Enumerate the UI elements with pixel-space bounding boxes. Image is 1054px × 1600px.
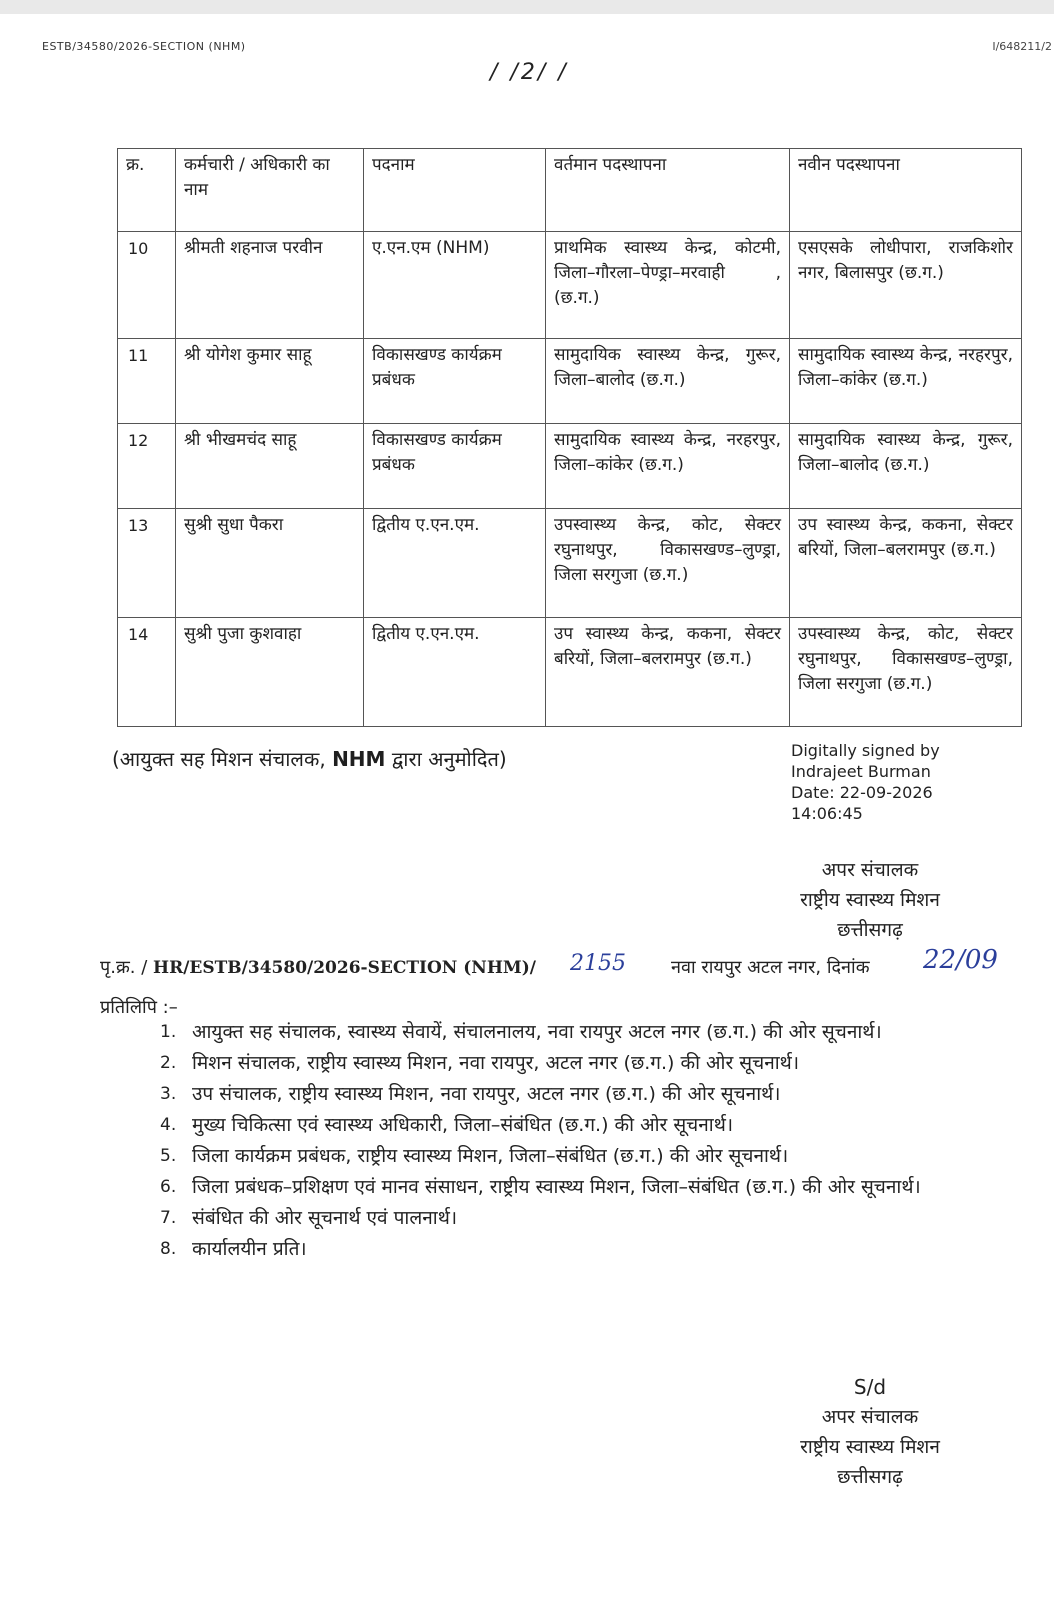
- table-row: [118, 424, 1022, 509]
- list-text: जिला प्रबंधक–प्रशिक्षण एवं मानव संसाधन, राष्ट्रीय स्वास्थ्य मिशन, जिला–संबंधित (छ.ग.) की ओर सूचनार्थ।: [192, 1176, 921, 1198]
- approval-suffix: द्वारा अनुमोदित): [391, 747, 507, 771]
- serial-cell: 13: [118, 509, 176, 618]
- signatory-state: छत्तीसगढ़: [837, 1466, 903, 1488]
- current-posting-cell: उपस्वास्थ्य केन्द्र, कोट, सेक्टर रघुनाथपुर, विकासखण्ड–लुण्ड्रा, जिला सरगुजा (छ.ग.): [546, 509, 790, 618]
- designation-cell: विकासखण्ड कार्यक्रम प्रबंधक: [364, 424, 546, 509]
- digital-signature-line: 14:06:45: [791, 804, 863, 823]
- list-number: 5.: [160, 1146, 177, 1166]
- endorsement-prefix: पृ.क्र. /: [100, 957, 148, 978]
- new-posting-cell: उप स्वास्थ्य केन्द्र, ककना, सेक्टर बरियों, जिला–बलरामपुर (छ.ग.): [790, 509, 1022, 618]
- signatory-block-top: [740, 855, 1000, 945]
- page-number: / /2/ /: [490, 60, 569, 85]
- list-number: 1.: [160, 1022, 177, 1042]
- signatory-block-bottom: [740, 1372, 1000, 1492]
- table-row: [118, 618, 1022, 727]
- list-text: जिला कार्यक्रम प्रबंधक, राष्ट्रीय स्वास्थ्य मिशन, जिला–संबंधित (छ.ग.) की ओर सूचनार्थ।: [192, 1145, 789, 1167]
- list-number: 4.: [160, 1115, 177, 1135]
- current-posting-cell: उप स्वास्थ्य केन्द्र, ककना, सेक्टर बरियों, जिला–बलरामपुर (छ.ग.): [546, 618, 790, 727]
- serial-cell: 10: [118, 232, 176, 339]
- serial-cell: 11: [118, 339, 176, 424]
- list-item: [160, 1235, 990, 1264]
- signatory-state: छत्तीसगढ़: [837, 919, 903, 941]
- sd-mark: S/d: [853, 1375, 887, 1399]
- signatory-department: राष्ट्रीय स्वास्थ्य मिशन: [800, 889, 940, 911]
- list-item: [160, 1049, 990, 1078]
- name-cell: श्री योगेश कुमार साहू: [176, 339, 364, 424]
- list-text: आयुक्त सह संचालक, स्वास्थ्य सेवायें, संचालनालय, नवा रायपुर अटल नगर (छ.ग.) की ओर सूचनार्थ।: [192, 1021, 882, 1043]
- current-posting-cell: प्राथमिक स्वास्थ्य केन्द्र, कोटमी, जिला–गौरला–पेण्ड्रा–मरवाही , (छ.ग.): [546, 232, 790, 339]
- designation-cell: द्वितीय ए.एन.एम.: [364, 509, 546, 618]
- endorsement-place: नवा रायपुर अटल नगर, दिनांक: [671, 957, 870, 978]
- approval-prefix: (आयुक्त सह मिशन संचालक,: [112, 747, 326, 771]
- list-text: संबंधित की ओर सूचनार्थ एवं पालनार्थ।: [192, 1207, 458, 1229]
- name-cell: सुश्री पुजा कुशवाहा: [176, 618, 364, 727]
- current-posting-cell: सामुदायिक स्वास्थ्य केन्द्र, नरहरपुर, जिला–कांकेर (छ.ग.): [546, 424, 790, 509]
- handwritten-date: 22/09: [923, 945, 998, 975]
- digital-signature: [791, 740, 940, 824]
- new-posting-cell: सामुदायिक स्वास्थ्य केन्द्र, गुरूर, जिला–बालोद (छ.ग.): [790, 424, 1022, 509]
- new-posting-cell: एसएसके लोधीपारा, राजकिशोर नगर, बिलासपुर (छ.ग.): [790, 232, 1022, 339]
- name-cell: श्रीमती शहनाज परवीन: [176, 232, 364, 339]
- designation-cell: ए.एन.एम (NHM): [364, 232, 546, 339]
- column-header: नवीन पदस्थापना: [790, 149, 1022, 232]
- reference-number: ESTB/34580/2026-SECTION (NHM): [42, 40, 246, 53]
- column-header: क्र.: [118, 149, 176, 232]
- table-row: [118, 509, 1022, 618]
- signatory-designation: अपर संचालक: [821, 1406, 919, 1428]
- list-item: [160, 1173, 990, 1202]
- column-header: पदनाम: [364, 149, 546, 232]
- digital-signature-line: Indrajeet Burman: [791, 762, 931, 781]
- list-text: उप संचालक, राष्ट्रीय स्वास्थ्य मिशन, नवा रायपुर, अटल नगर (छ.ग.) की ओर सूचनार्थ।: [192, 1083, 781, 1105]
- table-row: [118, 232, 1022, 339]
- approval-note: [112, 745, 507, 772]
- handwritten-dispatch-number: 2155: [570, 951, 626, 976]
- copy-list: [160, 1018, 990, 1266]
- serial-cell: 12: [118, 424, 176, 509]
- signatory-designation: अपर संचालक: [821, 859, 919, 881]
- inward-number: I/648211/2: [992, 40, 1052, 53]
- list-item: [160, 1204, 990, 1233]
- list-item: [160, 1018, 990, 1047]
- copy-label: प्रतिलिपि :–: [100, 997, 178, 1018]
- column-header: कर्मचारी / अधिकारी का नाम: [176, 149, 364, 232]
- digital-signature-line: Date: 22-09-2026: [791, 783, 933, 802]
- list-text: मिशन संचालक, राष्ट्रीय स्वास्थ्य मिशन, नवा रायपुर, अटल नगर (छ.ग.) की ओर सूचनार्थ।: [192, 1052, 800, 1074]
- digital-signature-line: Digitally signed by: [791, 741, 940, 760]
- current-posting-cell: सामुदायिक स्वास्थ्य केन्द्र, गुरूर, जिला–बालोद (छ.ग.): [546, 339, 790, 424]
- list-number: 8.: [160, 1239, 177, 1259]
- top-band: [0, 0, 1054, 14]
- serial-cell: 14: [118, 618, 176, 727]
- designation-cell: विकासखण्ड कार्यक्रम प्रबंधक: [364, 339, 546, 424]
- list-number: 3.: [160, 1084, 177, 1104]
- endorsement-ref: HR/ESTB/34580/2026-SECTION (NHM)/: [153, 958, 536, 978]
- column-header: वर्तमान पदस्थापना: [546, 149, 790, 232]
- designation-cell: द्वितीय ए.एन.एम.: [364, 618, 546, 727]
- list-number: 2.: [160, 1053, 177, 1073]
- list-item: [160, 1111, 990, 1140]
- transfer-table: [117, 148, 1022, 727]
- list-text: मुख्य चिकित्सा एवं स्वास्थ्य अधिकारी, जिला–संबंधित (छ.ग.) की ओर सूचनार्थ।: [192, 1114, 734, 1136]
- list-text: कार्यालयीन प्रति।: [192, 1238, 307, 1260]
- table-header-row: [118, 149, 1022, 232]
- list-number: 6.: [160, 1177, 177, 1197]
- list-number: 7.: [160, 1208, 177, 1228]
- list-item: [160, 1080, 990, 1109]
- signatory-department: राष्ट्रीय स्वास्थ्य मिशन: [800, 1436, 940, 1458]
- new-posting-cell: सामुदायिक स्वास्थ्य केन्द्र, नरहरपुर, जिला–कांकेर (छ.ग.): [790, 339, 1022, 424]
- endorsement-line: [100, 945, 1054, 979]
- approval-bold: NHM: [332, 747, 386, 771]
- list-item: [160, 1142, 990, 1171]
- name-cell: सुश्री सुधा पैकरा: [176, 509, 364, 618]
- name-cell: श्री भीखमचंद साहू: [176, 424, 364, 509]
- table-row: [118, 339, 1022, 424]
- new-posting-cell: उपस्वास्थ्य केन्द्र, कोट, सेक्टर रघुनाथपुर, विकासखण्ड–लुण्ड्रा, जिला सरगुजा (छ.ग.): [790, 618, 1022, 727]
